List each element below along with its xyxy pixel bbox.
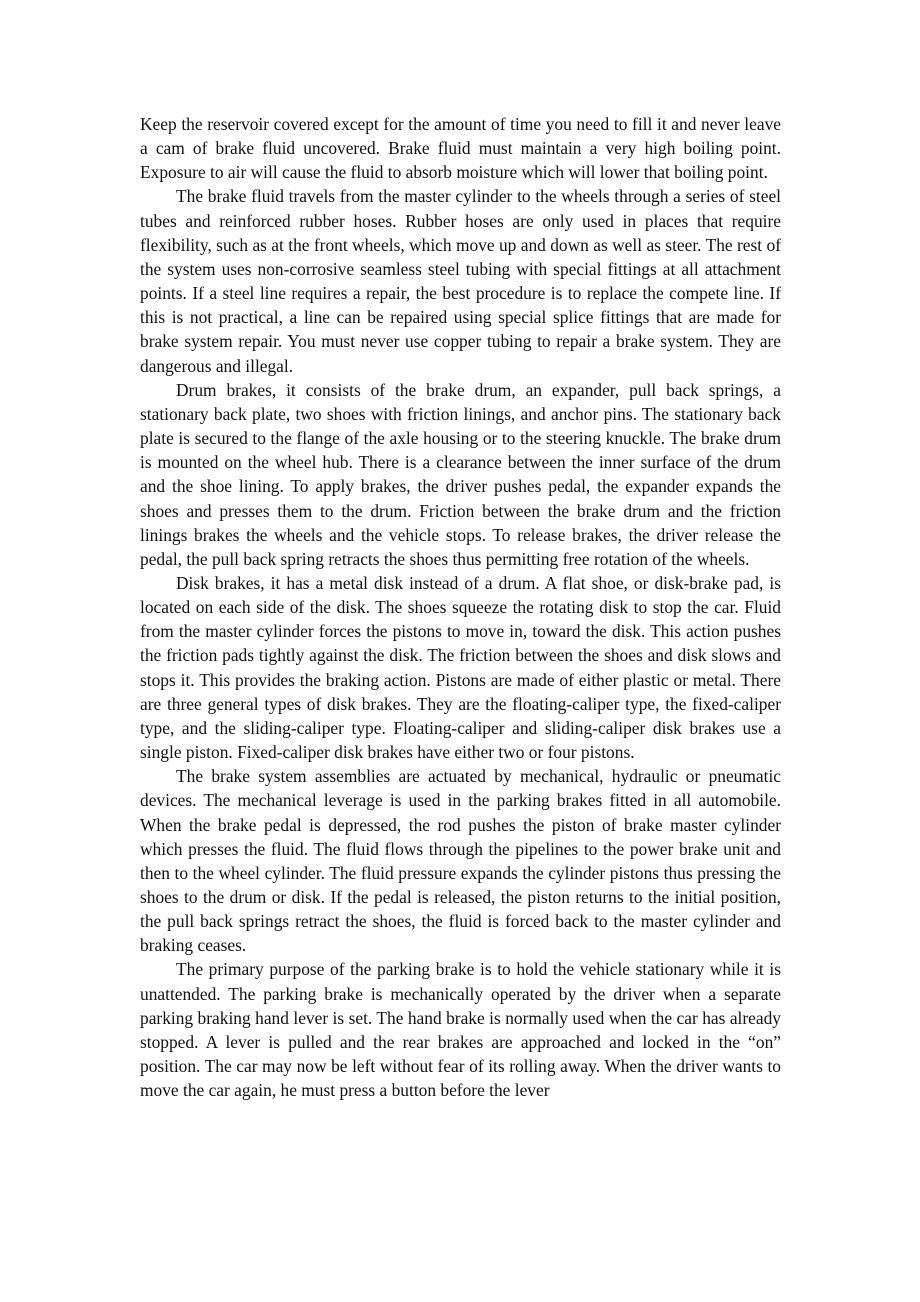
paragraph-reservoir: Keep the reservoir covered except for the amount of time you need to fill it and never leave a cam of brake fluid uncovered. Brake fluid must maintain a very high boiling point. Exposure to air will cause the fluid to absorb moisture which will lower that boiling point. [140, 114, 781, 183]
paragraph-disk-brakes: Disk brakes, it has a metal disk instead of a drum. A flat shoe, or disk-brake pad, is located on each side of the disk. The shoes squeeze the rotating disk to stop the car. Fluid from the master cylinder forces the pistons to move in, toward the disk. This action pushes the friction pads tightly against the disk. The friction between the shoes and disk slows and stops it. This provides the braking action. Pistons are made of either plastic or metal. There are three general types of disk brakes. They are the floating-caliper type, the fixed-caliper type, and the sliding-caliper type. Floating-caliper and sliding-caliper disk brakes use a single piston. Fixed-caliper disk brakes have either two or four pistons. [140, 572, 781, 763]
paragraph-brake-fluid-lines: The brake fluid travels from the master cylinder to the wheels through a series of steel tubes and reinforced rubber hoses. Rubber hoses are only used in places that require flexibility, such as at the front wheels, which move up and down as well as steer. The rest of the system uses non-corrosive seamless steel tubing with special fittings at all attachment points. If a steel line requires a repair, the best procedure is to replace the compete line. If this is not practical, a line can be repaired using special splice fittings that are made for brake system repair. You must never use copper tubing to repair a brake system. They are dangerous and illegal. [140, 186, 781, 376]
document-body [140, 112, 781, 1102]
paragraph-drum-brakes: Drum brakes, it consists of the brake drum, an expander, pull back springs, a stationary back plate, two shoes with friction linings, and anchor pins. The stationary back plate is secured to the flange of the axle housing or to the steering knuckle. The brake drum is mounted on the wheel hub. There is a clearance between the inner surface of the drum and the shoe lining. To apply brakes, the driver pushes pedal, the expander expands the shoes and presses them to the drum. Friction between the brake drum and the friction linings brakes the wheels and the vehicle stops. To release brakes, the driver release the pedal, the pull back spring retracts the shoes thus permitting free rotation of the wheels. [140, 379, 781, 569]
paragraph-parking-brake: The primary purpose of the parking brake is to hold the vehicle stationary while it is unattended. The parking brake is mechanically operated by the driver when a separate parking braking hand lever is set. The hand brake is normally used when the car has already stopped. A lever is pulled and the rear brakes are approached and locked in the “on” position. The car may now be left without fear of its rolling away. When the driver wants to move the car again, he must press a button before the lever [140, 959, 781, 1101]
paragraph-actuation: The brake system assemblies are actuated by mechanical, hydraulic or pneumatic devices. The mechanical leverage is used in the parking brakes fitted in all automobile. When the brake pedal is depressed, the rod pushes the piston of brake master cylinder which presses the fluid. The fluid flows through the pipelines to the power brake unit and then to the wheel cylinder. The fluid pressure expands the cylinder pistons thus pressing the shoes to the drum or disk. If the pedal is released, the piston returns to the initial position, the pull back springs retract the shoes, the fluid is forced back to the master cylinder and braking ceases. [140, 766, 781, 956]
